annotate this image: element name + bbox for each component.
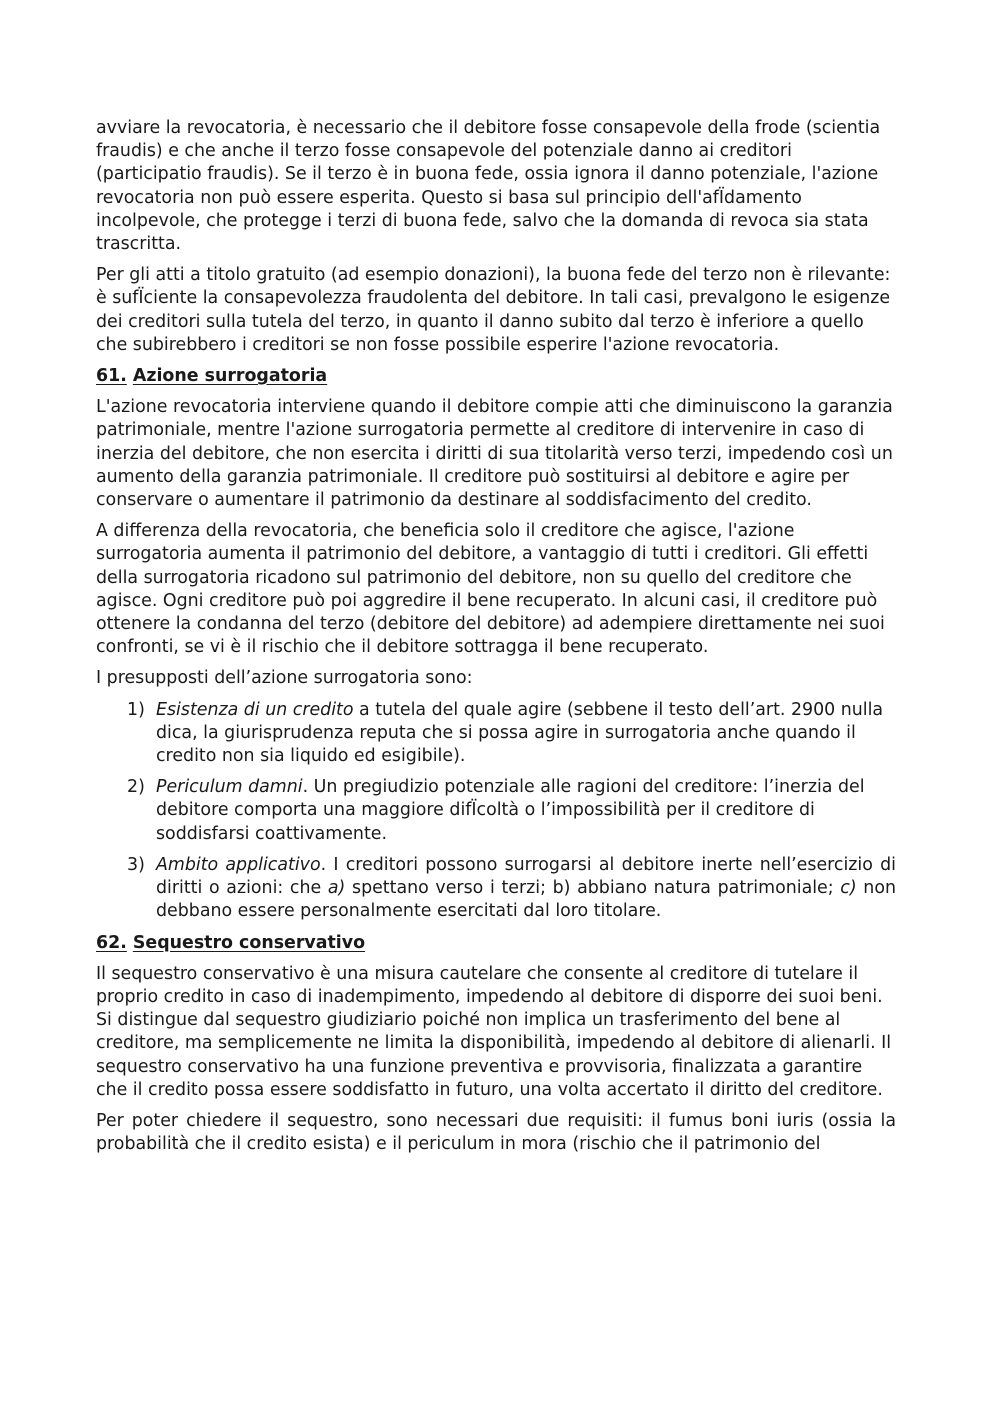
paragraph-revocatoria-requirements: avviare la revocatoria, è necessario che il debitore fosse consapevole della frode (scientia fraudis) e che anche il terzo fosse consapevole del potenziale danno ai creditori (participatio fraudis). Se il terzo è in buona fede, ossia ignora il danno potenziale, l'azione revocatoria non può essere esperita. Questo si basa sul principio dell'afÏdamento incolpevole, che protegge i terzi di buona fede, salvo che la domanda di revoca sia stata trascritta. <box>96 118 881 255</box>
list-item <box>127 699 896 769</box>
item-text: non debbano essere personalmente esercitati dal loro titolare. <box>156 878 896 922</box>
list-marker: 3) <box>127 854 145 875</box>
section-heading-61 <box>96 365 896 388</box>
paragraph-atti-gratuiti: Per gli atti a titolo gratuito (ad esempio donazioni), la buona fede del terzo non è rilevante: è sufÏciente la consapevolezza fraudolenta del debitore. In tali casi, prevalgono le esigenze dei creditori sulla tutela del terzo, in quanto il danno subito dal terzo è inferiore a quello che subirebbero i creditori se non fosse possibile esperire l'azione revocatoria. <box>96 265 891 355</box>
requirements-list <box>96 699 896 924</box>
sub-label-a: a) <box>327 878 346 899</box>
list-marker: 2) <box>127 777 145 798</box>
paragraph-surrogatoria-effects: A differenza della revocatoria, che beneficia solo il creditore che agisce, l'azione surrogatoria aumenta il patrimonio del debitore, a vantaggio di tutti i creditori. Gli effetti della surrogatoria ricadono sul patrimonio del debitore, non su quello del creditore che agisce. Ogni creditore può poi aggredire il bene recuperato. In alcuni casi, il creditore può ottenere la condanna del terzo (debitore del debitore) ad adempiere direttamente nei suoi confronti, se vi è il rischio che il debitore sottragga il bene recuperato. <box>96 521 885 658</box>
sub-label-c: c) <box>840 878 857 899</box>
item-label: Ambito applicativo <box>156 854 321 875</box>
section-number: 61. <box>96 366 127 387</box>
paragraph-sequestro-definition: Il sequestro conservativo è una misura cautelare che consente al creditore di tutelare il proprio credito in caso di inadempimento, impedendo al debitore di disporre dei suoi beni. Si distingue dal sequestro giudiziario poiché non implica un trasferimento del bene al creditore, ma semplicemente ne limita la disponibilità, impedendo al debitore di alienarli. Il sequestro conservativo ha una funzione preventiva e provvisoria, finalizzata a garantire che il credito possa essere soddisfatto in futuro, una volta accertato il diritto del creditore. <box>96 963 892 1100</box>
paragraph-surrogatoria-definition: L'azione revocatoria interviene quando il debitore compie atti che diminuiscono la garanzia patrimoniale, mentre l'azione surrogatoria permette al creditore di intervenire in caso di inerzia del debitore, che non esercita i diritti di sua titolarità verso terzi, impedendo così un aumento della garanzia patrimoniale. Il creditore può sostituirsi al debitore e agire per conservare o aumentare il patrimonio da destinare al soddisfacimento del credito. <box>96 397 893 511</box>
section-title: Sequestro conservativo <box>132 932 366 953</box>
item-text: . Un pregiudizio potenziale alle ragioni del creditore: l’inerzia del debitore comporta una maggiore difÏcoltà o l’impossibilità per il creditore di soddisfarsi coattivamente. <box>156 777 865 844</box>
item-text: . I creditori possono surrogarsi al debitore inerte nell’esercizio di diritti o azioni: che <box>156 854 896 899</box>
list-item <box>127 776 896 846</box>
item-text: a tutela del quale agire (sebbene il testo dell’art. 2900 nulla dica, la giurisprudenza reputa che si possa agire in surrogatoria anche quando il credito non sia liquido ed esigibile). <box>156 699 884 767</box>
paragraph-sequestro-requirements: Per poter chiedere il sequestro, sono necessari due requisiti: il fumus boni iuris (ossia la probabilità che il credito esista) e il periculum in mora (rischio che il patrimonio del <box>96 1110 896 1155</box>
item-label: Esistenza di un credito <box>156 699 354 720</box>
list-marker: 1) <box>127 699 145 720</box>
list-intro: I presupposti dell’azione surrogatoria sono: <box>96 668 473 689</box>
page-content <box>96 117 896 1164</box>
item-text: spettano verso i terzi; b) abbiano natura patrimoniale; <box>345 878 841 899</box>
section-number: 62. <box>96 932 127 953</box>
item-label: Periculum damni <box>156 777 303 798</box>
section-title: Azione surrogatoria <box>132 366 328 387</box>
list-item <box>127 854 896 924</box>
section-heading-62 <box>96 932 896 955</box>
